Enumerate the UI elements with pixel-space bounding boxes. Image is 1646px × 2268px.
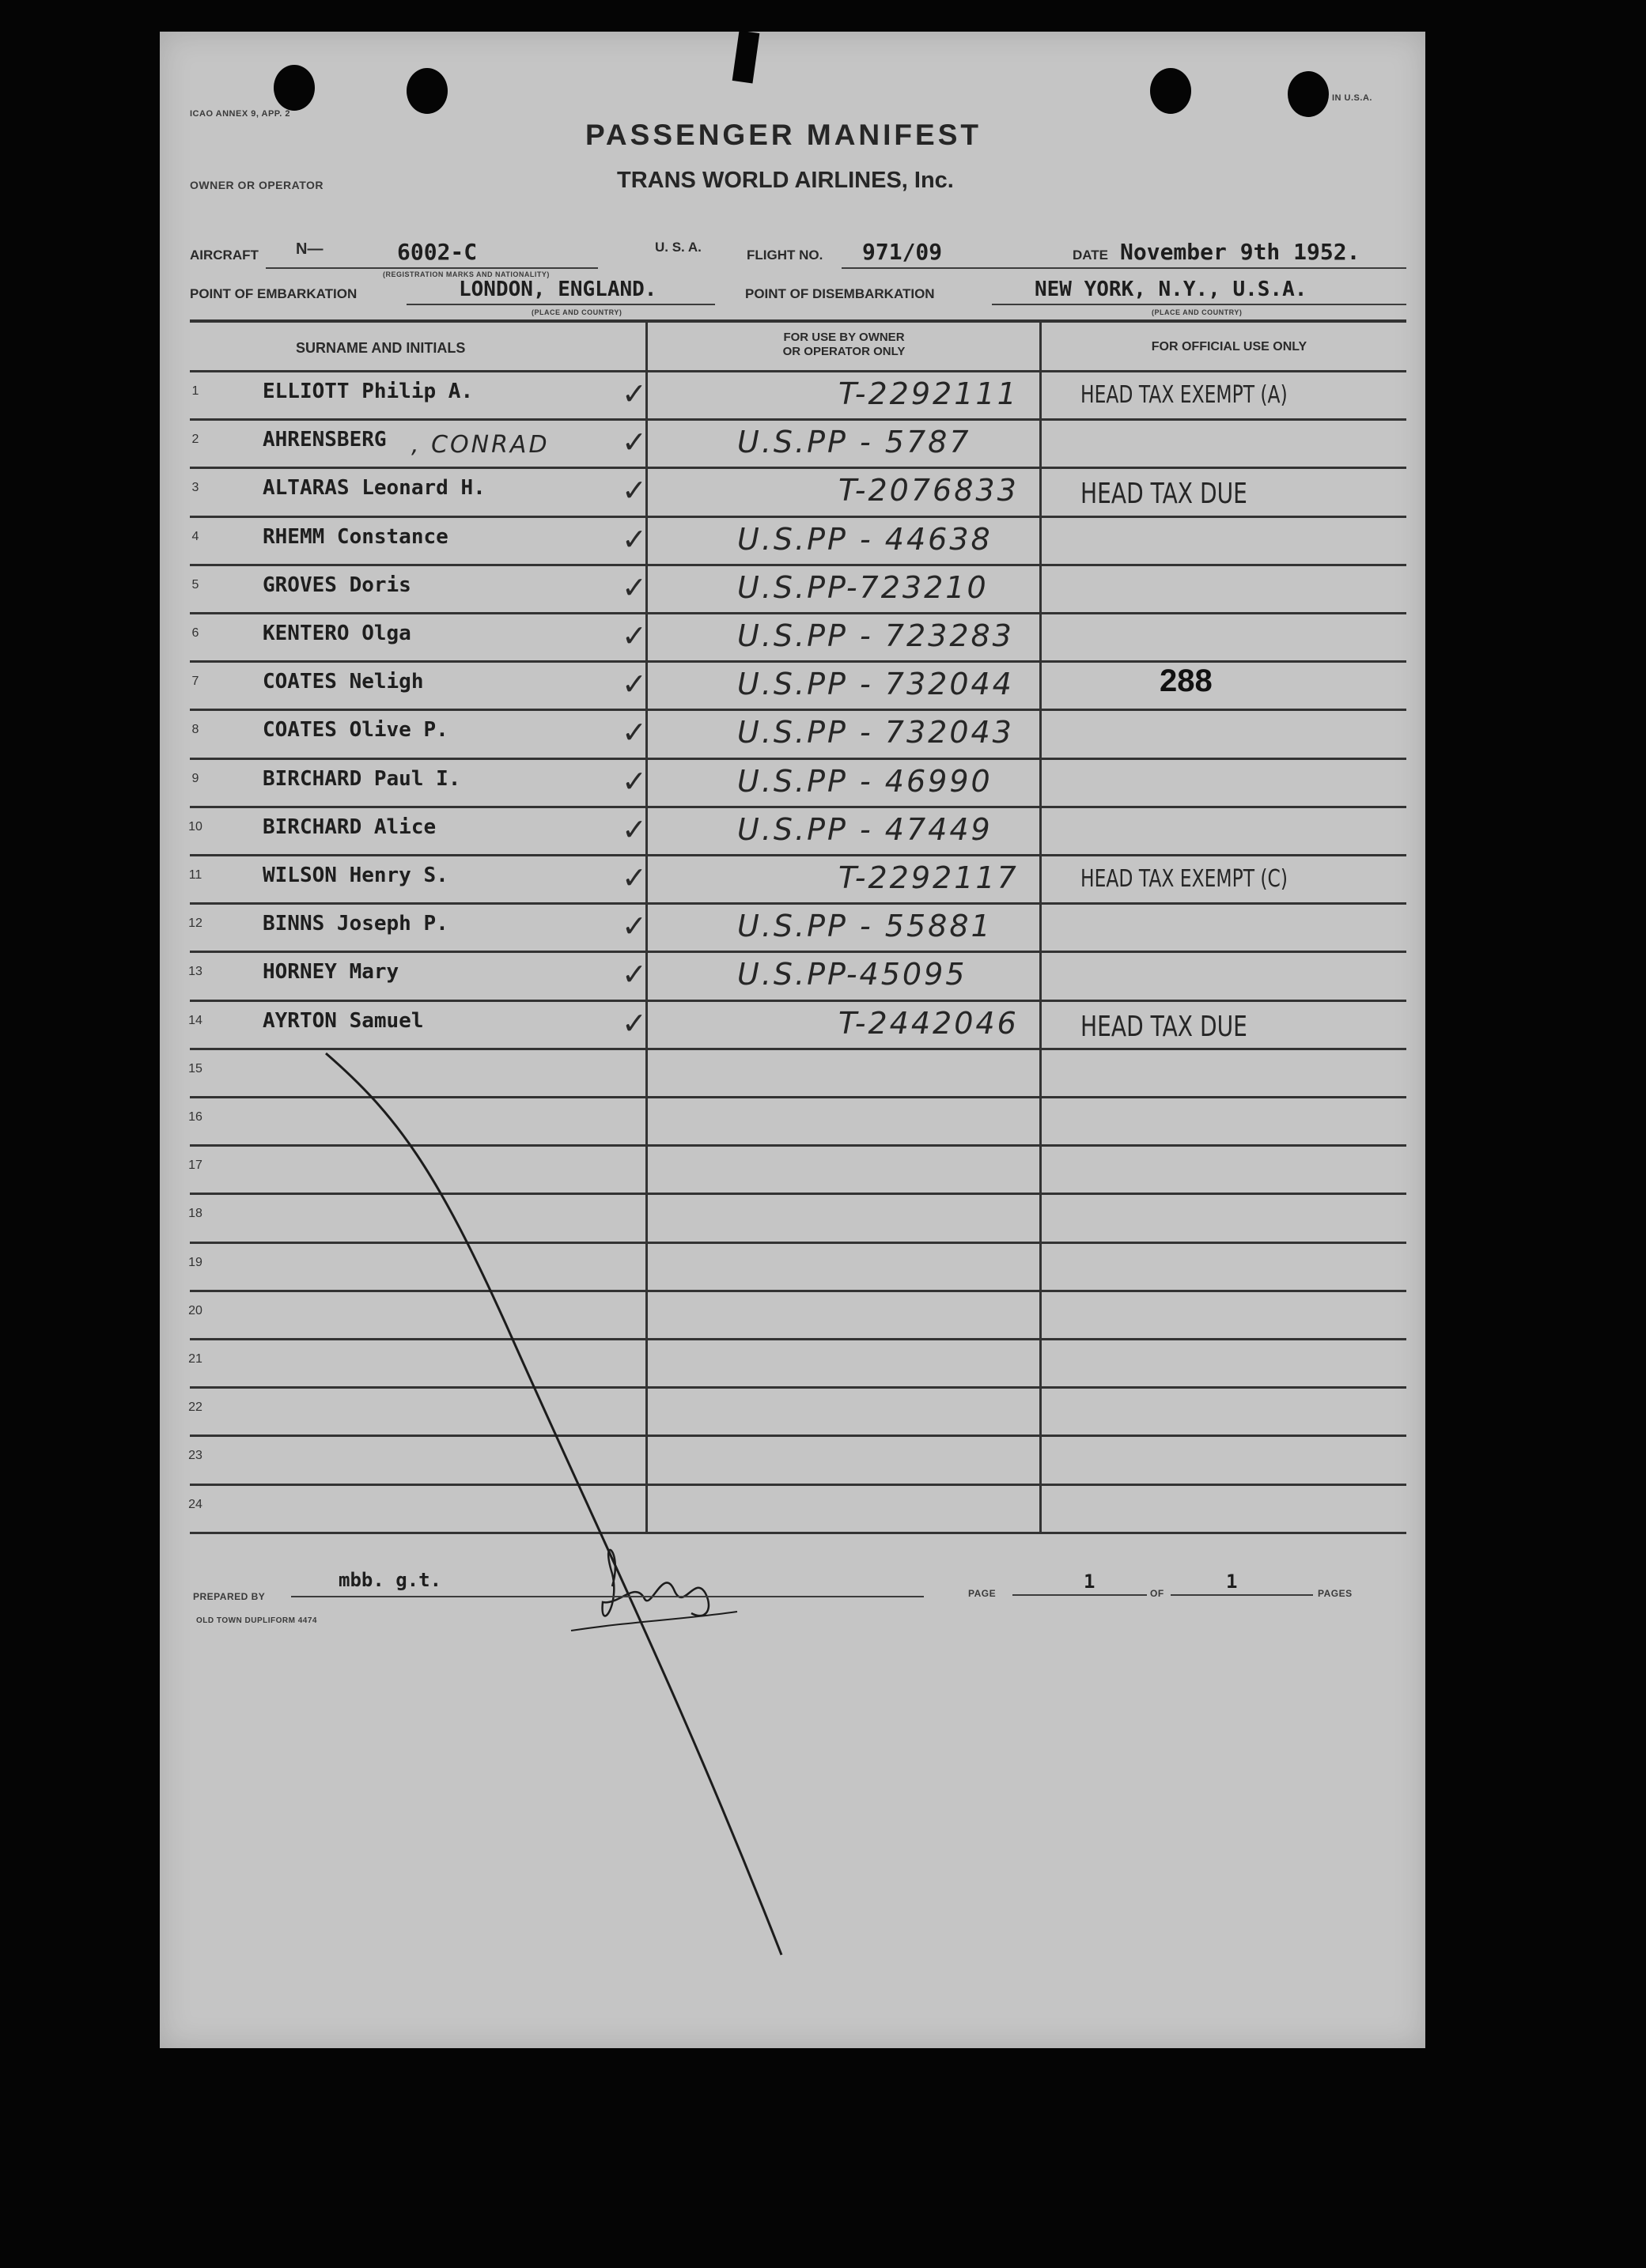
- row-number: 16: [188, 1110, 202, 1124]
- checkmark-icon: ✓: [622, 618, 647, 653]
- official-stamp-number: 288: [1160, 663, 1213, 699]
- row-number: 17: [188, 1159, 202, 1173]
- travel-document-number: U.S.PP - 44638: [737, 521, 993, 557]
- passenger-name: COATES Neligh: [263, 670, 424, 694]
- row-number: 14: [188, 1013, 202, 1027]
- checkmark-icon: ✓: [622, 667, 647, 702]
- travel-document-number: T-2292117: [838, 860, 1019, 895]
- travel-document-number: U.S.PP - 723283: [737, 618, 1014, 653]
- prepared-underline: [291, 1596, 924, 1597]
- disembark-label: POINT OF DISEMBARKATION: [745, 286, 935, 301]
- travel-document-number: T-2076833: [838, 473, 1019, 508]
- of-underline: [1171, 1594, 1313, 1596]
- date-value: November 9th 1952.: [1120, 239, 1360, 265]
- passenger-name: ALTARAS Leonard H.: [263, 476, 486, 501]
- checkmark-icon: ✓: [622, 1005, 647, 1041]
- place-caption-right: (PLACE AND COUNTRY): [1152, 308, 1243, 316]
- official-note: HEAD TAX EXEMPT (C): [1080, 865, 1288, 893]
- row-number: 8: [191, 723, 199, 737]
- passenger-name: KENTERO Olga: [263, 622, 411, 645]
- checkmark-icon: ✓: [622, 715, 647, 750]
- row-number: 3: [191, 481, 199, 495]
- airline-name: TRANS WORLD AIRLINES, Inc.: [617, 168, 954, 193]
- passenger-name: COATES Olive P.: [263, 718, 448, 743]
- checkmark-icon: ✓: [622, 811, 647, 847]
- checkmark-icon: ✓: [622, 569, 647, 605]
- registration-caption: (REGISTRATION MARKS AND NATIONALITY): [383, 270, 550, 278]
- form-footer: OLD TOWN DUPLIFORM 4474: [196, 1616, 317, 1625]
- travel-document-number: U.S.PP - 46990: [737, 763, 993, 799]
- row-number: 1: [191, 384, 199, 398]
- travel-document-number: U.S.PP - 5787: [737, 425, 971, 460]
- row-number: 24: [188, 1497, 202, 1511]
- row-number: 11: [188, 868, 202, 882]
- manifest-paper: [160, 32, 1425, 2048]
- passenger-name: HORNEY Mary: [263, 960, 399, 985]
- official-note: HEAD TAX EXEMPT (A): [1080, 381, 1288, 409]
- row-number: 20: [188, 1303, 202, 1317]
- row-number: 6: [191, 626, 199, 640]
- passenger-name: RHEMM Constance: [263, 524, 448, 549]
- row-number: 7: [191, 675, 199, 689]
- of-label: OF: [1150, 1588, 1164, 1599]
- page-value: 1: [1084, 1571, 1095, 1593]
- passenger-name: AYRTON Samuel: [263, 1008, 424, 1033]
- embark-label: POINT OF EMBARKATION: [190, 286, 358, 301]
- row-number: 10: [188, 819, 202, 833]
- page-label: PAGE: [968, 1588, 997, 1599]
- embark-value: LONDON, ENGLAND.: [459, 278, 657, 301]
- checkmark-icon: ✓: [622, 909, 647, 944]
- official-note: HEAD TAX DUE: [1080, 478, 1247, 511]
- flight-value: 971/09: [862, 239, 943, 265]
- aircraft-value: 6002-C: [397, 239, 478, 265]
- checkmark-icon: ✓: [622, 376, 647, 411]
- row-number: 19: [188, 1255, 202, 1269]
- row-number: 23: [188, 1449, 202, 1463]
- checkmark-icon: ✓: [622, 860, 647, 895]
- row-number: 12: [188, 917, 202, 931]
- aircraft-label: AIRCRAFT: [190, 248, 259, 263]
- row-number: 2: [191, 433, 199, 447]
- travel-document-number: U.S.PP - 732043: [737, 715, 1014, 750]
- page-underline: [1012, 1594, 1147, 1596]
- page-title: PASSENGER MANIFEST: [585, 119, 982, 151]
- travel-document-number: T-2442046: [838, 1005, 1019, 1041]
- cancel-line-and-signature: [160, 32, 1425, 2048]
- form-code: ICAO ANNEX 9, APP. 2: [190, 109, 290, 119]
- checkmark-icon: ✓: [622, 763, 647, 799]
- row-number: 9: [191, 771, 199, 785]
- checkmark-icon: ✓: [622, 473, 647, 508]
- row-number: 18: [188, 1207, 202, 1221]
- travel-document-number: U.S.PP-45095: [737, 957, 967, 992]
- passenger-name: BIRCHARD Alice: [263, 815, 437, 839]
- of-value: 1: [1226, 1571, 1238, 1593]
- row-number: 21: [188, 1352, 202, 1366]
- flight-label: FLIGHT NO.: [747, 248, 823, 263]
- place-caption-left: (PLACE AND COUNTRY): [532, 308, 622, 316]
- nationality: U. S. A.: [655, 240, 702, 255]
- prepared-label: PREPARED BY: [193, 1591, 266, 1602]
- travel-document-number: U.S.PP - 55881: [737, 909, 993, 944]
- owner-label: OWNER OR OPERATOR: [190, 179, 324, 191]
- column-header-owner: FOR USE BY OWNER OR OPERATOR ONLY: [782, 331, 906, 358]
- printed-in: IN U.S.A.: [1332, 93, 1372, 103]
- passenger-name: WILSON Henry S.: [263, 864, 448, 887]
- row-number: 4: [191, 529, 199, 543]
- aircraft-prefix: N—: [296, 240, 324, 258]
- passenger-name-handwritten: , CONRAD: [411, 431, 550, 459]
- column-header-official: FOR OFFICIAL USE ONLY: [1151, 340, 1307, 353]
- passenger-name: GROVES Doris: [263, 573, 411, 597]
- row-number: 15: [188, 1061, 202, 1075]
- travel-document-number: U.S.PP-723210: [737, 569, 989, 605]
- prepared-value: mbb. g.t.: [339, 1569, 442, 1591]
- checkmark-icon: ✓: [622, 957, 647, 992]
- passenger-name: BINNS Joseph P.: [263, 912, 448, 936]
- row-number: 13: [188, 965, 202, 979]
- row-number: 5: [191, 577, 199, 592]
- date-label: DATE: [1073, 248, 1109, 263]
- passenger-name: AHRENSBERG: [263, 428, 387, 452]
- travel-document-number: U.S.PP - 732044: [737, 667, 1014, 702]
- travel-document-number: T-2292111: [838, 376, 1019, 411]
- checkmark-icon: ✓: [622, 425, 647, 460]
- travel-document-number: U.S.PP - 47449: [737, 811, 993, 847]
- official-note: HEAD TAX DUE: [1080, 1010, 1247, 1043]
- row-number: 22: [188, 1400, 202, 1415]
- passenger-name: ELLIOTT Philip A.: [263, 380, 474, 403]
- column-header-name: SURNAME AND INITIALS: [296, 340, 466, 356]
- pages-label: PAGES: [1318, 1588, 1353, 1599]
- passenger-name: BIRCHARD Paul I.: [263, 766, 461, 791]
- disembark-value: NEW YORK, N.Y., U.S.A.: [1035, 278, 1307, 301]
- checkmark-icon: ✓: [622, 521, 647, 557]
